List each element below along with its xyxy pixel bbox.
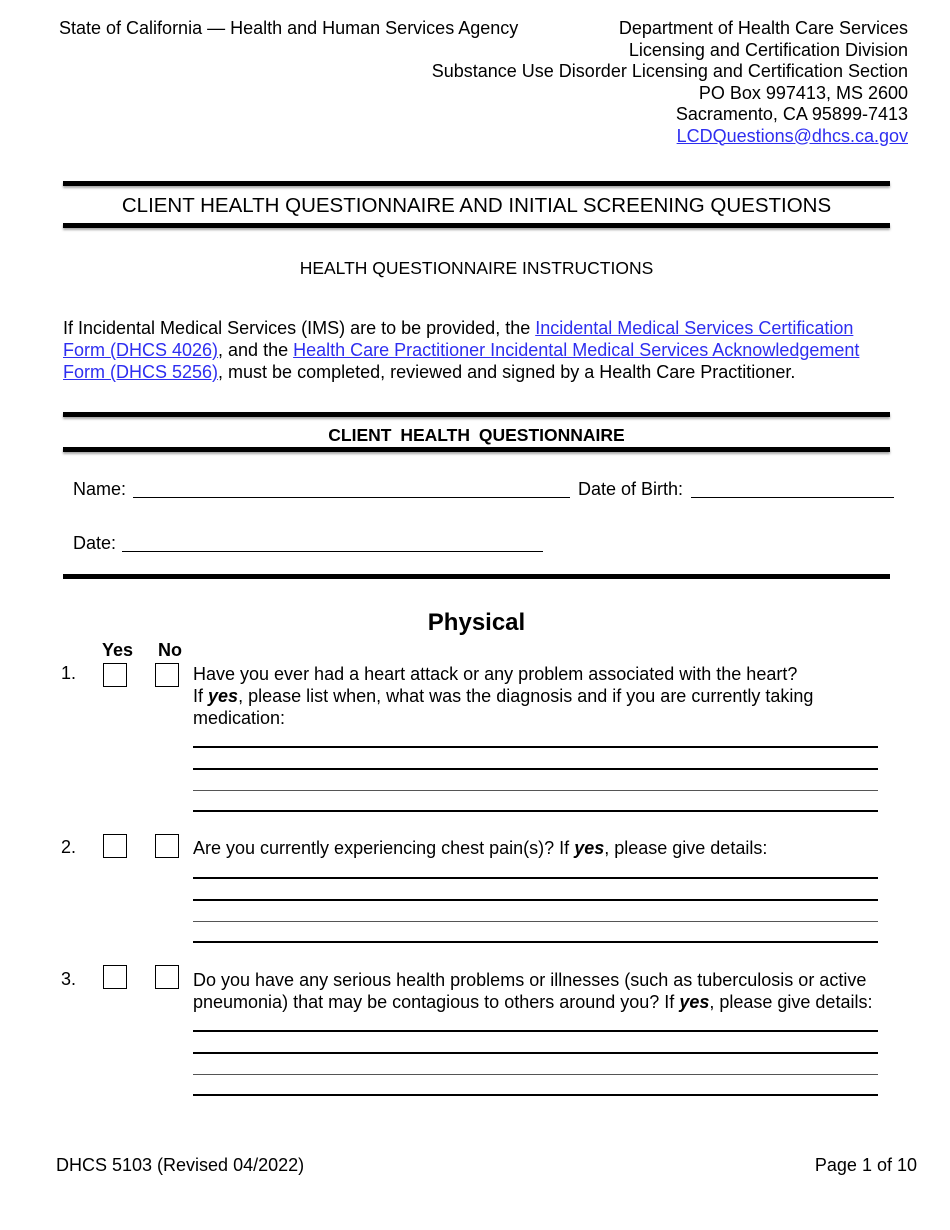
q2-answer-line[interactable] — [193, 877, 878, 879]
dob-field[interactable] — [691, 497, 894, 498]
name-field[interactable] — [133, 497, 570, 498]
section-end-rule — [63, 574, 890, 579]
section-top-rule — [63, 412, 890, 417]
form-title: CLIENT HEALTH QUESTIONNAIRE AND INITIAL SCREENING QUESTIONS — [121, 194, 832, 217]
title-top-rule — [63, 181, 890, 186]
q1-text-part: , please list when, what was the diagnosis and if you are currently taking medication: — [193, 686, 814, 728]
page-number: Page 1 of 10 — [814, 1155, 917, 1175]
q1-answer-line[interactable] — [193, 810, 878, 812]
address-line: Licensing and Certification Division — [628, 39, 908, 60]
question-number: 3. — [61, 969, 77, 989]
date-label: Date: — [73, 533, 117, 553]
instructions-text: , must be completed, reviewed and signed by a Health Care Practitioner. — [218, 362, 796, 382]
q2-no-checkbox[interactable] — [155, 834, 179, 858]
yes-emphasis: yes — [208, 686, 239, 706]
form-id: DHCS 5103 (Revised 04/2022) — [56, 1155, 305, 1175]
q1-text-line — [193, 685, 908, 729]
instructions-paragraph — [63, 317, 893, 383]
address-line: Department of Health Care Services — [618, 18, 908, 38]
q2-text — [193, 837, 908, 859]
instructions-text: If Incidental Medical Services (IMS) are to be provided, the — [63, 318, 536, 338]
instructions-title: HEALTH QUESTIONNAIRE INSTRUCTIONS — [299, 258, 654, 278]
q1-answer-line[interactable] — [193, 790, 878, 791]
q1-no-checkbox[interactable] — [155, 663, 179, 687]
section-bottom-rule — [63, 447, 890, 452]
address-line: Sacramento, CA 95899-7413 — [675, 104, 908, 124]
q3-answer-line[interactable] — [193, 1074, 878, 1075]
physical-heading: Physical — [427, 609, 526, 636]
ims-certification-form-link[interactable]: Incidental Medical Services Certification Form (DHCS 4026) — [63, 318, 854, 360]
q2-answer-line[interactable] — [193, 941, 878, 943]
yes-emphasis: yes — [574, 838, 605, 858]
date-field[interactable] — [122, 551, 543, 552]
q3-answer-line[interactable] — [193, 1030, 878, 1032]
q1-text-part: If — [193, 686, 209, 706]
q3-yes-checkbox[interactable] — [103, 965, 127, 989]
address-line: Substance Use Disorder Licensing and Certification Section — [431, 61, 908, 81]
section-title: CLIENT HEALTH QUESTIONNAIRE — [328, 425, 625, 445]
q1-text-line: Have you ever had a heart attack or any problem associated with the heart? — [193, 664, 798, 684]
ims-acknowledgement-form-link[interactable]: Health Care Practitioner Incidental Medical Services Acknowledgement Form (DHCS 5256) — [63, 340, 860, 382]
q1-yes-checkbox[interactable] — [103, 663, 127, 687]
q1-text — [193, 663, 908, 729]
yes-emphasis: yes — [679, 992, 710, 1012]
department-address — [432, 18, 908, 147]
question-number: 2. — [61, 837, 77, 857]
question-number: 1. — [61, 663, 77, 683]
instructions-text: , and the — [218, 340, 294, 360]
q2-text-part: , please give details: — [604, 838, 768, 858]
q2-answer-line[interactable] — [193, 921, 878, 922]
agency-name: State of California — Health and Human Services Agency — [59, 18, 519, 38]
title-bottom-rule — [63, 223, 890, 228]
dob-label: Date of Birth: — [578, 479, 684, 499]
q1-answer-line[interactable] — [193, 746, 878, 748]
name-label: Name: — [73, 479, 127, 499]
q2-yes-checkbox[interactable] — [103, 834, 127, 858]
q3-answer-line[interactable] — [193, 1094, 878, 1096]
address-line: PO Box 997413, MS 2600 — [698, 82, 908, 103]
no-column-header: No — [158, 640, 182, 660]
q3-text — [193, 969, 905, 1013]
q1-answer-line[interactable] — [193, 768, 878, 770]
q3-answer-line[interactable] — [193, 1052, 878, 1054]
q2-text-part: Are you currently experiencing chest pain(s)? If — [193, 838, 575, 858]
yes-column-header: Yes — [102, 640, 134, 660]
q3-text-part: , please give details: — [709, 992, 873, 1012]
q2-answer-line[interactable] — [193, 899, 878, 901]
q3-text-part: Do you have any serious health problems or illnesses (such as tuberculosis or active pneumonia) that may be contagious to others around you? If — [193, 970, 867, 1012]
q3-no-checkbox[interactable] — [155, 965, 179, 989]
email-link[interactable]: LCDQuestions@dhcs.ca.gov — [676, 125, 908, 146]
